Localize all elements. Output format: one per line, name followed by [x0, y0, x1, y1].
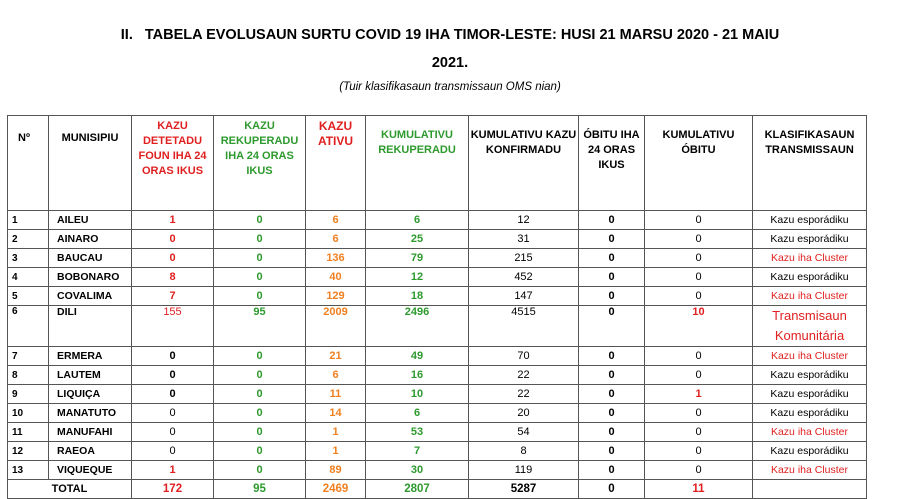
cell-kazu-rekuperadu: 0: [214, 385, 306, 404]
cell-no: 6: [8, 306, 49, 347]
cell-kazu-ativu: 1: [306, 423, 366, 442]
cell-kazu-foun: 0: [132, 385, 214, 404]
cell-kumulativu-obitu: 10: [645, 306, 753, 347]
cell-munisipiu: BAUCAU: [49, 249, 132, 268]
cell-kumulativu-rekuperadu: 79: [366, 249, 469, 268]
cell-no: 4: [8, 268, 49, 287]
cell-kumulativu-rekuperadu: 10: [366, 385, 469, 404]
header-kazu-ativu: KAZU ATIVU: [306, 116, 366, 211]
cell-kumulativu-obitu: 0: [645, 268, 753, 287]
cell-munisipiu: AINARO: [49, 230, 132, 249]
cell-no: 5: [8, 287, 49, 306]
cell-obitu-24: 0: [579, 249, 645, 268]
cell-kazu-foun: 0: [132, 366, 214, 385]
total-kumulativu-obitu: 11: [645, 480, 753, 499]
cell-obitu-24: 0: [579, 423, 645, 442]
table-row: [8, 423, 867, 442]
table-row: [8, 461, 867, 480]
cell-kazu-foun: 1: [132, 211, 214, 230]
cell-klasifikasaun: Transmisaun Komunitária: [753, 306, 867, 347]
cell-kazu-foun: 0: [132, 442, 214, 461]
cell-kumulativu-obitu: 0: [645, 287, 753, 306]
table-row: [8, 366, 867, 385]
title-text: TABELA EVOLUSAUN SURTU COVID 19 IHA TIMOR-LESTE: HUSI 21 MARSU 2020 - 21 MAIU: [144, 27, 780, 43]
total-kumulativu-konfirmadu: 5287: [469, 480, 579, 499]
cell-no: 12: [8, 442, 49, 461]
cell-kazu-rekuperadu: 0: [214, 268, 306, 287]
cell-kumulativu-obitu: 0: [645, 461, 753, 480]
cell-kumulativu-konfirmadu: 22: [469, 366, 579, 385]
total-row: [8, 480, 867, 499]
cell-munisipiu: RAEOA: [49, 442, 132, 461]
cell-munisipiu: LIQUIÇA: [49, 385, 132, 404]
cell-kumulativu-rekuperadu: 25: [366, 230, 469, 249]
cell-kazu-ativu: 21: [306, 347, 366, 366]
cell-munisipiu: LAUTEM: [49, 366, 132, 385]
cell-kumulativu-rekuperadu: 6: [366, 211, 469, 230]
cell-kumulativu-konfirmadu: 20: [469, 404, 579, 423]
cell-no: 9: [8, 385, 49, 404]
cell-kazu-ativu: 40: [306, 268, 366, 287]
cell-obitu-24: 0: [579, 461, 645, 480]
cell-kazu-foun: 0: [132, 423, 214, 442]
cell-no: 11: [8, 423, 49, 442]
total-label: TOTAL: [8, 480, 132, 499]
header-kumulativu-obitu: KUMULATIVU ÓBITU: [645, 116, 753, 211]
total-obitu-24: 0: [579, 480, 645, 499]
cell-kazu-rekuperadu: 0: [214, 423, 306, 442]
cell-obitu-24: 0: [579, 347, 645, 366]
cell-kumulativu-obitu: 0: [645, 347, 753, 366]
cell-klasifikasaun: Kazu esporádiku: [753, 366, 867, 385]
cell-no: 8: [8, 366, 49, 385]
cell-kumulativu-obitu: 0: [645, 230, 753, 249]
cell-obitu-24: 0: [579, 404, 645, 423]
table-row: [8, 268, 867, 287]
covid-evolution-table: [7, 115, 867, 499]
cell-kazu-ativu: 14: [306, 404, 366, 423]
cell-kazu-rekuperadu: 0: [214, 461, 306, 480]
cell-kazu-foun: 0: [132, 404, 214, 423]
cell-kazu-foun: 7: [132, 287, 214, 306]
cell-obitu-24: 0: [579, 268, 645, 287]
cell-kumulativu-rekuperadu: 12: [366, 268, 469, 287]
cell-obitu-24: 0: [579, 230, 645, 249]
cell-kazu-foun: 0: [132, 230, 214, 249]
cell-klasifikasaun: Kazu esporádiku: [753, 230, 867, 249]
cell-klasifikasaun: Kazu esporádiku: [753, 211, 867, 230]
cell-kumulativu-obitu: 0: [645, 366, 753, 385]
cell-kumulativu-konfirmadu: 147: [469, 287, 579, 306]
header-kumulativu-konfirmadu: KUMULATIVU KAZU KONFIRMADU: [469, 116, 579, 211]
cell-kazu-ativu: 136: [306, 249, 366, 268]
cell-obitu-24: 0: [579, 287, 645, 306]
cell-kazu-ativu: 2009: [306, 306, 366, 347]
cell-kumulativu-konfirmadu: 54: [469, 423, 579, 442]
cell-munisipiu: DILI: [49, 306, 132, 347]
cell-kumulativu-konfirmadu: 12: [469, 211, 579, 230]
table-row: [8, 385, 867, 404]
cell-kazu-rekuperadu: 0: [214, 211, 306, 230]
cell-no: 7: [8, 347, 49, 366]
cell-kumulativu-obitu: 0: [645, 249, 753, 268]
cell-kazu-foun: 1: [132, 461, 214, 480]
cell-kumulativu-obitu: 0: [645, 423, 753, 442]
cell-klasifikasaun: Kazu esporádiku: [753, 442, 867, 461]
cell-kazu-rekuperadu: 0: [214, 404, 306, 423]
cell-obitu-24: 0: [579, 306, 645, 347]
header-obitu-24: ÓBITU IHA 24 ORAS IKUS: [579, 116, 645, 211]
cell-no: 3: [8, 249, 49, 268]
cell-klasifikasaun: Kazu iha Cluster: [753, 423, 867, 442]
cell-obitu-24: 0: [579, 442, 645, 461]
table-row: [8, 287, 867, 306]
cell-kazu-rekuperadu: 0: [214, 366, 306, 385]
table-title-line1: [0, 27, 900, 43]
cell-kumulativu-rekuperadu: 30: [366, 461, 469, 480]
cell-no: 10: [8, 404, 49, 423]
table-row: [8, 347, 867, 366]
table-title-line2: 2021.: [431, 55, 469, 71]
cell-kazu-ativu: 1: [306, 442, 366, 461]
cell-kumulativu-rekuperadu: 2496: [366, 306, 469, 347]
cell-munisipiu: AILEU: [49, 211, 132, 230]
cell-kumulativu-konfirmadu: 452: [469, 268, 579, 287]
cell-kazu-rekuperadu: 0: [214, 347, 306, 366]
cell-klasifikasaun: Kazu iha Cluster: [753, 347, 867, 366]
cell-kumulativu-rekuperadu: 53: [366, 423, 469, 442]
cell-kazu-rekuperadu: 0: [214, 287, 306, 306]
cell-no: 2: [8, 230, 49, 249]
cell-kazu-ativu: 6: [306, 211, 366, 230]
table-row: [8, 249, 867, 268]
table-row: [8, 306, 867, 347]
total-kazu-rekuperadu: 95: [214, 480, 306, 499]
section-number: II.: [120, 27, 133, 43]
cell-kumulativu-obitu: 0: [645, 404, 753, 423]
total-kazu-foun: 172: [132, 480, 214, 499]
cell-kumulativu-konfirmadu: 119: [469, 461, 579, 480]
header-klasifikasaun: KLASIFIKASAUN TRANSMISSAUN: [753, 116, 867, 211]
cell-kazu-ativu: 89: [306, 461, 366, 480]
cell-kumulativu-konfirmadu: 22: [469, 385, 579, 404]
cell-munisipiu: VIQUEQUE: [49, 461, 132, 480]
cell-kumulativu-obitu: 1: [645, 385, 753, 404]
cell-kumulativu-rekuperadu: 7: [366, 442, 469, 461]
cell-klasifikasaun: Kazu esporádiku: [753, 404, 867, 423]
cell-klasifikasaun: Kazu iha Cluster: [753, 249, 867, 268]
cell-kumulativu-konfirmadu: 31: [469, 230, 579, 249]
cell-munisipiu: COVALIMA: [49, 287, 132, 306]
cell-kazu-rekuperadu: 0: [214, 230, 306, 249]
header-row: [8, 116, 867, 211]
cell-kazu-rekuperadu: 0: [214, 442, 306, 461]
table-row: [8, 230, 867, 249]
cell-obitu-24: 0: [579, 211, 645, 230]
cell-kumulativu-konfirmadu: 8: [469, 442, 579, 461]
cell-no: 13: [8, 461, 49, 480]
cell-kazu-foun: 0: [132, 249, 214, 268]
cell-kazu-ativu: 129: [306, 287, 366, 306]
cell-kumulativu-konfirmadu: 70: [469, 347, 579, 366]
cell-klasifikasaun: Kazu esporádiku: [753, 385, 867, 404]
header-kazu-foun: KAZU DETETADU FOUN IHA 24 ORAS IKUS: [132, 116, 214, 211]
cell-klasifikasaun: Kazu iha Cluster: [753, 461, 867, 480]
total-kazu-ativu: 2469: [306, 480, 366, 499]
total-klasifikasaun: [753, 480, 867, 499]
cell-kumulativu-rekuperadu: 6: [366, 404, 469, 423]
cell-kazu-ativu: 11: [306, 385, 366, 404]
cell-kumulativu-konfirmadu: 4515: [469, 306, 579, 347]
cell-kumulativu-rekuperadu: 49: [366, 347, 469, 366]
cell-kazu-foun: 155: [132, 306, 214, 347]
cell-kazu-foun: 8: [132, 268, 214, 287]
cell-klasifikasaun: Kazu iha Cluster: [753, 287, 867, 306]
table-row: [8, 442, 867, 461]
table-row: [8, 404, 867, 423]
cell-munisipiu: BOBONARO: [49, 268, 132, 287]
cell-kazu-rekuperadu: 0: [214, 249, 306, 268]
cell-obitu-24: 0: [579, 385, 645, 404]
cell-kumulativu-obitu: 0: [645, 211, 753, 230]
header-kumulativu-rekuperadu: KUMULATIVU REKUPERADU: [366, 116, 469, 211]
header-munisipiu: MUNISIPIU: [49, 116, 132, 211]
table-subtitle: (Tuir klasifikasaun transmissaun OMS nian): [339, 81, 561, 93]
cell-klasifikasaun: Kazu esporádiku: [753, 268, 867, 287]
cell-kumulativu-rekuperadu: 16: [366, 366, 469, 385]
cell-munisipiu: ERMERA: [49, 347, 132, 366]
cell-kazu-ativu: 6: [306, 366, 366, 385]
cell-kumulativu-rekuperadu: 18: [366, 287, 469, 306]
cell-munisipiu: MANUFAHI: [49, 423, 132, 442]
cell-kazu-rekuperadu: 95: [214, 306, 306, 347]
header-no: Nº: [8, 116, 49, 211]
cell-kumulativu-konfirmadu: 215: [469, 249, 579, 268]
total-kumulativu-rekuperadu: 2807: [366, 480, 469, 499]
cell-no: 1: [8, 211, 49, 230]
cell-kumulativu-obitu: 0: [645, 442, 753, 461]
table-row: [8, 211, 867, 230]
cell-obitu-24: 0: [579, 366, 645, 385]
cell-kazu-ativu: 6: [306, 230, 366, 249]
header-kazu-rekuperadu: KAZU REKUPERADU IHA 24 ORAS IKUS: [214, 116, 306, 211]
cell-munisipiu: MANATUTO: [49, 404, 132, 423]
cell-kazu-foun: 0: [132, 347, 214, 366]
